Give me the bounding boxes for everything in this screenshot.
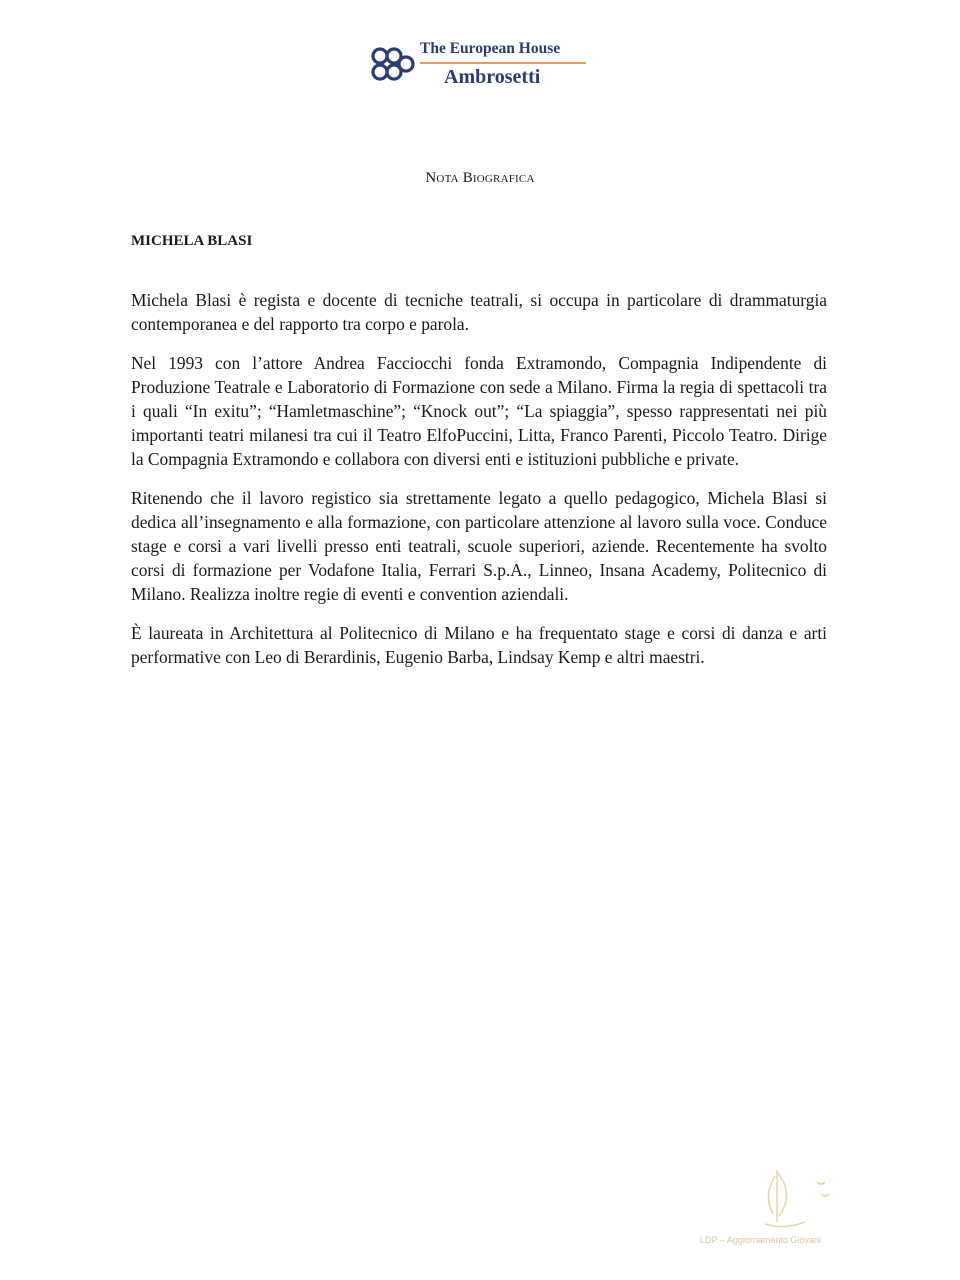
- biography-paragraph: È laureata in Architettura al Politecnico di Milano e ha frequentato stage e corsi di danza e arti performative con Leo di Berardinis, Eugenio Barba, Lindsay Kemp e altri maestri.: [131, 623, 827, 667]
- biography-paragraph: Ritenendo che il lavoro registico sia strettamente legato a quello pedagogico, Michela Blasi si dedica all’insegnamento e alla formazione, con particolare attenzione al lavoro sulla voce. Conduce stage e corsi a vari livelli presso enti teatrali, scuole superiori, aziende. Recentemente ha svolto corsi di formazione per Vodafone Italia, Ferrari S.p.A., Linneo, Insana Academy, Politecnico di Milano. Realizza inoltre regie di eventi e convention aziendali.: [131, 488, 827, 604]
- biography-body: [131, 288, 827, 684]
- logo-mark-icon: [368, 44, 416, 84]
- person-name: MICHELA BLASI: [131, 233, 253, 249]
- company-logo: [368, 38, 598, 94]
- biography-paragraph: Michela Blasi è regista e docente di tecniche teatrali, si occupa in particolare di drammaturgia contemporanea e del rapporto tra corpo e parola.: [131, 290, 827, 334]
- footer-text: LDP – Aggiornamento Giovani: [700, 1235, 821, 1245]
- document-heading: Nota Biografica: [425, 170, 535, 186]
- biography-paragraph: Nel 1993 con l’attore Andrea Facciocchi fonda Extramondo, Compagnia Indipendente di Produzione Teatrale e Laboratorio di Formazione con sede a Milano. Firma la regia di spettacoli tra i quali “In exitu”; “Hamletmaschine”; “Knock out”; “La spiaggia”, spesso rappresentati nei più importanti teatri milanesi tra cui il Teatro ElfoPuccini, Litta, Franco Parenti, Piccolo Teatro. Dirige la Compagnia Extramondo e collabora con diversi enti e istituzioni pubbliche e private.: [131, 353, 827, 469]
- logo-divider: [420, 62, 586, 64]
- sailboat-watermark-icon: [755, 1160, 835, 1240]
- logo-line-1: The European House: [420, 40, 561, 57]
- logo-line-2: Ambrosetti: [444, 66, 541, 88]
